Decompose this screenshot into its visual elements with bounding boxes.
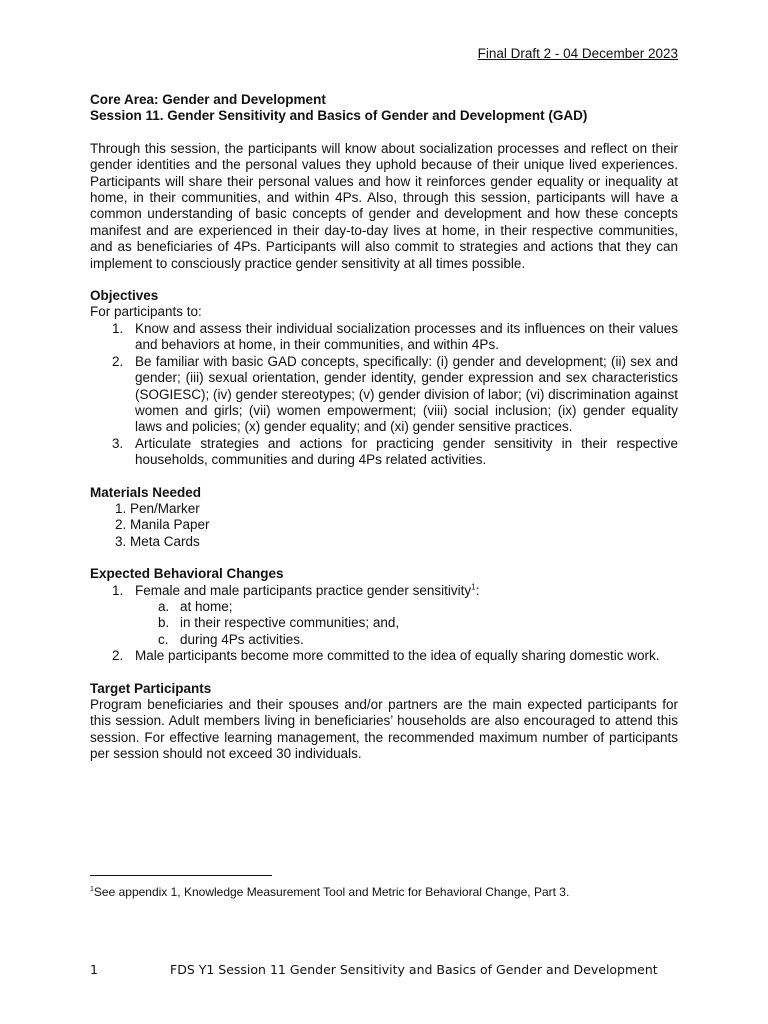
- behavioral-text-end: :: [475, 582, 480, 598]
- objective-number: 1.: [112, 320, 124, 336]
- objectives-heading: Objectives: [90, 288, 159, 304]
- sub-item-text: in their respective communities; and,: [180, 615, 400, 631]
- objectives-lead: For participants to:: [90, 304, 202, 320]
- session-title: Session 11. Gender Sensitivity and Basics of Gender and Development (GAD): [90, 108, 588, 124]
- material-item: 3. Meta Cards: [115, 533, 200, 549]
- page-content: [90, 92, 678, 763]
- objective-text: Articulate strategies and actions for practicing gender sensitivity in their respective households, communities and during 4Ps related activities.: [135, 435, 678, 468]
- page-number: 1: [90, 962, 98, 977]
- sub-item-text: at home;: [180, 598, 233, 614]
- behavioral-number: 1.: [112, 582, 124, 598]
- footnote-reference[interactable]: 1: [471, 582, 476, 592]
- material-item: 2. Manila Paper: [115, 517, 210, 533]
- materials-list: [90, 501, 678, 550]
- footer-title: FDS Y1 Session 11 Gender Sensitivity and Basics of Gender and Development: [170, 962, 658, 977]
- materials-heading: Materials Needed: [90, 484, 202, 500]
- sub-item-letter: c.: [158, 631, 169, 647]
- footnote-marker: 1: [90, 886, 94, 893]
- behavioral-list: [90, 583, 678, 665]
- target-heading: Target Participants: [90, 680, 212, 696]
- objective-text: Know and assess their individual socialization processes and its influences on their values and behaviors at home, in their communities, and within 4Ps.: [135, 320, 678, 353]
- behavioral-text: Female and male participants practice gender sensitivity: [135, 582, 472, 598]
- objective-number: 3.: [112, 435, 124, 451]
- objective-item: [90, 321, 678, 354]
- objectives-list: [90, 321, 678, 469]
- behavioral-item: [90, 648, 678, 664]
- objective-number: 2.: [112, 353, 124, 369]
- behavioral-sub-item: [90, 599, 678, 615]
- target-paragraph: Program beneficiaries and their spouses and/or partners are the main expected participants for this session. Adult members living in beneficiaries’ households are also encouraged to attend this session. For effective learning management, the recommended maximum number of participants per session should not exceed 30 individuals.: [90, 697, 678, 762]
- behavioral-sub-item: [90, 615, 678, 631]
- draft-label: Final Draft 2 - 04 December 2023: [477, 46, 678, 61]
- footnote: [90, 885, 569, 899]
- sub-item-letter: a.: [158, 598, 170, 614]
- behavioral-number: 2.: [112, 648, 124, 664]
- objective-text: Be familiar with basic GAD concepts, specifically: (i) gender and development; (ii) sex and gender; (iii) sexual orientation, gender identity, gender expression and sex characteristics (SOGIESC); (iv) gender stereotypes; (v) gender division of labor; (vi) discrimination against women and girls; (vii) women empowerment; (viii) social inclusion; (ix) gender equality laws and policies; (x) gender equality; and (xi) gender sensitive practices.: [135, 353, 678, 435]
- behavioral-text: Male participants become more committed to the idea of equally sharing domestic work.: [135, 648, 660, 664]
- material-item: 1. Pen/Marker: [115, 500, 200, 516]
- intro-paragraph: Through this session, the participants will know about socialization processes and reflect on their gender identities and the personal values they uphold because of their unique lived experiences. Participants will share their personal values and how it reinforces gender equality or inequality at home, in their communities, and within 4Ps. Also, through this session, participants will have a common understanding of basic concepts of gender and development and how these concepts manifest and are experienced in their day-to-day lives at home, in their respective communities, and as beneficiaries of 4Ps. Participants will also commit to strategies and actions that they can implement to consciously practice gender sensitivity at all times possible.: [90, 140, 678, 271]
- core-area-title: Core Area: Gender and Development: [90, 92, 326, 107]
- behavioral-heading: Expected Behavioral Changes: [90, 566, 284, 582]
- sub-item-letter: b.: [158, 615, 170, 631]
- behavioral-sub-item: [90, 632, 678, 648]
- footnote-text: See appendix 1, Knowledge Measurement Tool and Metric for Behavioral Change, Part 3.: [93, 885, 570, 899]
- behavioral-item: [90, 583, 678, 599]
- objective-item: [90, 436, 678, 469]
- footnote-divider: [90, 875, 272, 876]
- objective-item: [90, 354, 678, 436]
- sub-item-text: during 4Ps activities.: [180, 631, 304, 647]
